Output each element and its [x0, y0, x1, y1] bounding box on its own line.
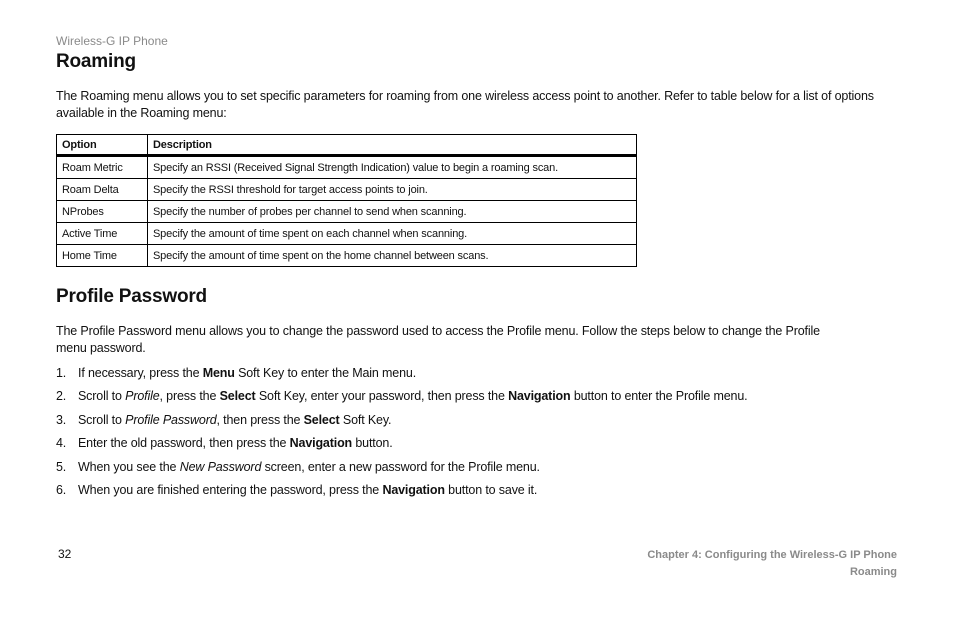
option-cell: Roam Metric [57, 156, 148, 179]
running-head: Wireless-G IP Phone [56, 34, 168, 48]
step-text: When you are finished entering the password, press the [78, 482, 383, 497]
option-cell: Active Time [57, 223, 148, 245]
step-text: , press the [159, 389, 220, 404]
footer-chapter: Chapter 4: Configuring the Wireless-G IP Phone [647, 549, 897, 561]
roaming-intro [56, 88, 874, 122]
footer-section: Roaming [849, 565, 897, 578]
step-item [56, 482, 747, 505]
step-text: Enter the old password, then press the [78, 436, 290, 451]
step-text: button to enter the Profile menu. [570, 389, 748, 404]
step-emphasis-bold: Menu [202, 366, 235, 380]
step-emphasis-italic: New Password [179, 459, 262, 474]
step-text: Scroll to [78, 389, 126, 404]
page-number: 32 [58, 547, 72, 561]
step-number: 6. [56, 482, 67, 497]
table-row [57, 245, 637, 267]
option-cell: Home Time [57, 245, 148, 267]
step-text: Scroll to [78, 412, 126, 427]
column-header-option: Option [57, 135, 148, 156]
step-item [56, 459, 747, 482]
option-cell: Roam Delta [57, 179, 148, 201]
table-row [57, 156, 637, 179]
profile-password-intro-line-2: menu password. [56, 341, 146, 355]
table-row [57, 223, 637, 245]
description-cell: Specify the amount of time spent on each channel when scanning. [148, 223, 637, 245]
step-text: When you see the [78, 459, 180, 474]
roaming-intro-line-2: available in the Roaming menu: [56, 106, 227, 120]
step-emphasis-bold: Navigation [289, 436, 353, 451]
description-cell: Specify the number of probes per channel to send when scanning. [148, 201, 637, 223]
roaming-intro-line-1: The Roaming menu allows you to set specific parameters for roaming from one wireless access point to another. Refer to table below for a list of options [56, 89, 874, 103]
profile-password-heading: Profile Password [56, 286, 207, 307]
step-number: 3. [56, 412, 67, 427]
description-cell: Specify the RSSI threshold for target access points to join. [148, 179, 637, 201]
profile-password-intro-line-1: The Profile Password menu allows you to change the password used to access the Profile menu. Follow the steps below to change the Profile [56, 324, 820, 338]
step-item [56, 388, 747, 411]
step-number: 4. [56, 436, 67, 451]
table-row [57, 201, 637, 223]
step-item [56, 365, 747, 388]
step-text: button. [352, 436, 393, 451]
description-cell: Specify the amount of time spent on the home channel between scans. [148, 245, 637, 267]
roaming-options-table [56, 134, 637, 267]
option-cell: NProbes [57, 201, 148, 223]
step-text: button to save it. [444, 482, 538, 497]
step-emphasis-italic: Profile [125, 389, 160, 404]
step-emphasis-bold: Select [219, 389, 256, 404]
profile-password-intro [56, 323, 820, 357]
step-emphasis-bold: Select [303, 412, 340, 427]
step-emphasis-bold: Navigation [382, 482, 445, 497]
table-row [57, 179, 637, 201]
step-item [56, 412, 747, 435]
step-text: Soft Key to enter the Main menu. [234, 366, 417, 380]
description-cell: Specify an RSSI (Received Signal Strength Indication) value to begin a roaming scan. [148, 156, 637, 179]
step-number: 2. [56, 389, 67, 404]
footer-running-title [647, 547, 897, 580]
step-emphasis-italic: Profile Password [125, 412, 217, 427]
step-emphasis-bold: Navigation [508, 389, 571, 404]
table-header-row [57, 135, 637, 156]
step-number: 1. [56, 366, 67, 380]
step-item [56, 435, 747, 458]
roaming-heading: Roaming [56, 51, 136, 72]
step-text: If necessary, press the [78, 366, 203, 380]
step-text: screen, enter a new password for the Profile menu. [261, 459, 540, 474]
step-number: 5. [56, 459, 67, 474]
step-text: Soft Key, enter your password, then press the [255, 389, 509, 404]
step-text: Soft Key. [339, 412, 392, 427]
column-header-description: Description [148, 135, 637, 156]
step-text: , then press the [216, 412, 304, 427]
profile-password-steps [56, 365, 747, 505]
